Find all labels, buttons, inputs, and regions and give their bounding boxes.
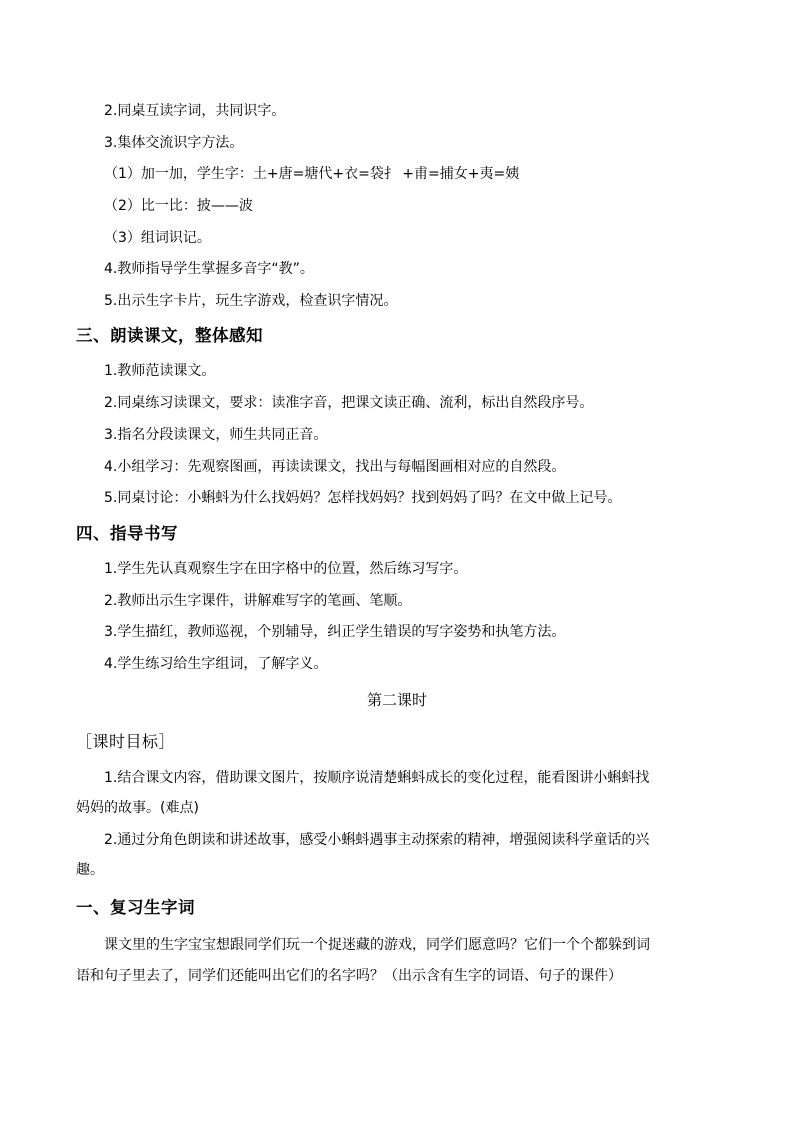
paragraph-text: 语和句子里去了，同学们还能叫出它们的名字吗？（出示含有生字的词语、句子的课件） [76,968,622,984]
list-item: 2.教师出示生字课件，讲解难写字的笔画、笔顺。 [104,593,412,609]
lesson-title: 第二课时 [366,691,427,709]
list-item: 2.同桌互读字词，共同识字。 [104,103,286,119]
list-item: 4.教师指导学生掌握多音字“教”。 [104,261,314,277]
list-item: （1）加一加，学生字：土+唐=塘代+衣=袋扌 +甫=捕女+夷=姨 [104,166,520,182]
list-item: 4.小组学习：先观察图画，再读读课文，找出与每幅图画相对应的自然段。 [104,459,566,475]
list-item: 2.同桌练习读课文，要求：读准字音，把课文读正确、流利，标出自然段序号。 [104,395,594,411]
section-heading: 一、复习生字词 [76,898,195,917]
goal-text: 1.结合课文内容，借助课文图片，按顺序说清楚蝌蚪成长的变化过程，能看图讲小蝌蚪找 [104,770,650,786]
list-item: （3）组词识记。 [104,230,211,246]
section-heading: 三、朗读课文，整体感知 [76,326,263,345]
list-item: 5.出示生字卡片，玩生字游戏，检查识字情况。 [104,293,398,309]
list-item: （2）比一比：披——波 [104,198,253,214]
goal-text: 2.通过分角色朗读和讲述故事，感受小蝌蚪遇事主动探索的精神，增强阅读科学童话的兴 [104,832,650,848]
list-item: 3.学生描红，教师巡视，个别辅导，纠正学生错误的写字姿势和执笔方法。 [104,624,566,640]
list-item: 1.教师范读课文。 [104,363,216,379]
goal-text: 趣。 [76,862,104,878]
paragraph-text: 课文里的生字宝宝想跟同学们玩一个捉迷藏的游戏，同学们愿意吗？它们一个个都躲到词 [104,937,650,953]
goal-text: 妈妈的故事。(难点) [76,800,199,816]
list-item: 1.学生先认真观察生字在田字格中的位置，然后练习写字。 [104,561,468,577]
list-item: 4.学生练习给生字组词，了解字义。 [104,656,328,672]
list-item: 3.集体交流识字方法。 [104,135,244,151]
section-heading: 四、指导书写 [76,524,178,543]
goals-heading: ［课时目标］ [76,732,176,751]
list-item: 5.同桌讨论：小蝌蚪为什么找妈妈？怎样找妈妈？找到妈妈了吗？在文中做上记号。 [104,490,622,506]
list-item: 3.指名分段读课文，师生共同正音。 [104,427,328,443]
